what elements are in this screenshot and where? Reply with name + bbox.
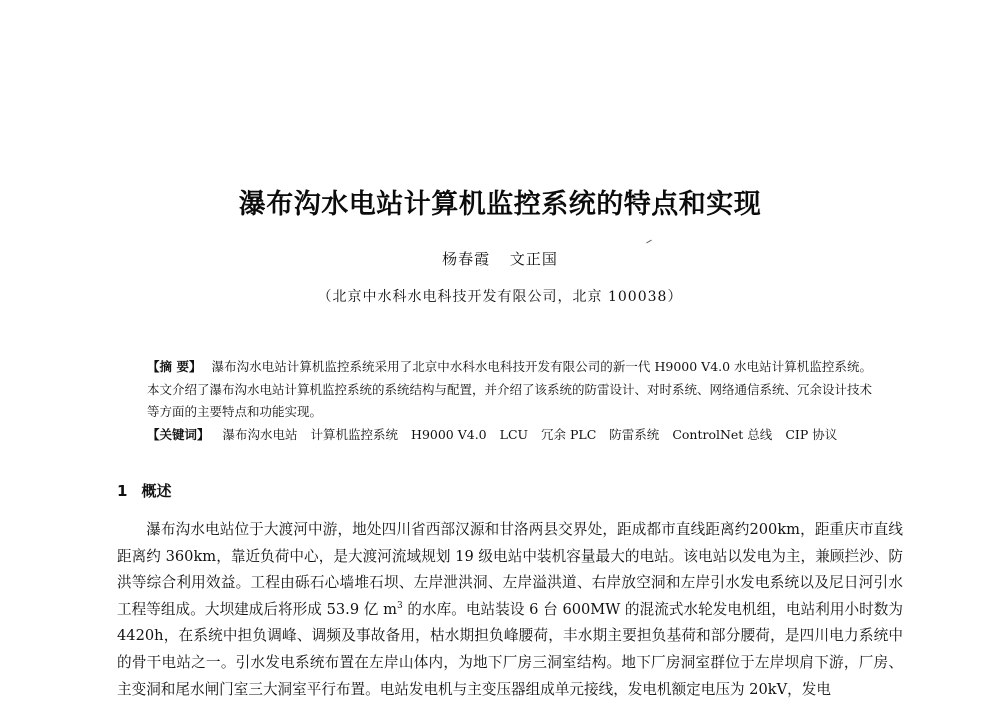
- keyword-item: 防雷系统: [609, 426, 660, 442]
- keywords-label: 【关键词】: [147, 426, 210, 442]
- keyword-item: LCU: [499, 426, 529, 442]
- section-title: 概述: [141, 482, 172, 500]
- section-heading: [117, 480, 171, 501]
- scan-speck: [646, 240, 652, 244]
- section-number: 1: [117, 482, 128, 500]
- keyword-item: ControlNet 总线: [672, 426, 773, 442]
- keyword-item: H9000 V4.0: [411, 426, 487, 442]
- keyword-item: 计算机监控系统: [310, 426, 399, 442]
- paper-authors: 杨春霞 文正国: [442, 250, 558, 268]
- abstract-label: 【摘 要】: [147, 359, 202, 374]
- paper-title: 瀑布沟水电站计算机监控系统的特点和实现: [238, 189, 762, 220]
- keywords-paragraph: [147, 424, 872, 447]
- abstract-paragraph: [147, 356, 872, 424]
- keyword-item: 冗余 PLC: [541, 426, 597, 442]
- cubic-superscript: 3: [396, 600, 403, 611]
- abstract-text: 瀑布沟水电站计算机监控系统采用了北京中水科水电科技开发有限公司的新一代 H9000 V4.0 水电站计算机监控系统。本文介绍了瀑布沟水电站计算机监控系统的系统结构与配置，并介绍了该系统的防雷设计、对时系统、网络通信系统、冗余设计技术等方面的主要特点和功能实现。: [147, 359, 873, 419]
- abstract-block: [147, 356, 872, 446]
- body-paragraph: [117, 517, 903, 703]
- paper-affiliation: （北京中水科水电科技开发有限公司，北京 100038）: [317, 289, 683, 305]
- keyword-item: CIP 协议: [785, 426, 838, 442]
- body-text-part1: 瀑布沟水电站位于大渡河中游，地处四川省西部汉源和甘洛两县交界处，距成都市直线距离约200km，距重庆市直线距离约 360km，靠近负荷中心，是大渡河流域规划 19 级电站中装机容量最大的电站。该电站以发电为主，兼顾拦沙、防洪等综合利用效益。工程由砾石心墙堆石坝、左岸泄洪洞、左岸溢洪道、右岸放空洞和左岸引水发电系统以及尼日河引水工程等组成。大坝建成后将形成 53.9 亿 m: [117, 521, 903, 618]
- keyword-item: 瀑布沟水电站: [222, 426, 298, 442]
- body-text-part2: 的水库。电站装设 6 台 600MW 的混流式水轮发电机组，电站利用小时数为 4420h，在系统中担负调峰、调频及事故备用，枯水期担负峰腰荷，丰水期主要担负基荷和部分腰荷，是四川电力系统中的骨干电站之一。引水发电系统布置在左岸山体内，为地下厂房三洞室结构。地下厂房洞室群位于左岸坝肩下游，厂房、主变洞和尾水闸门室三大洞室平行布置。电站发电机与主变压器组成单元接线，发电机额定电压为 20kV，发电: [117, 600, 903, 698]
